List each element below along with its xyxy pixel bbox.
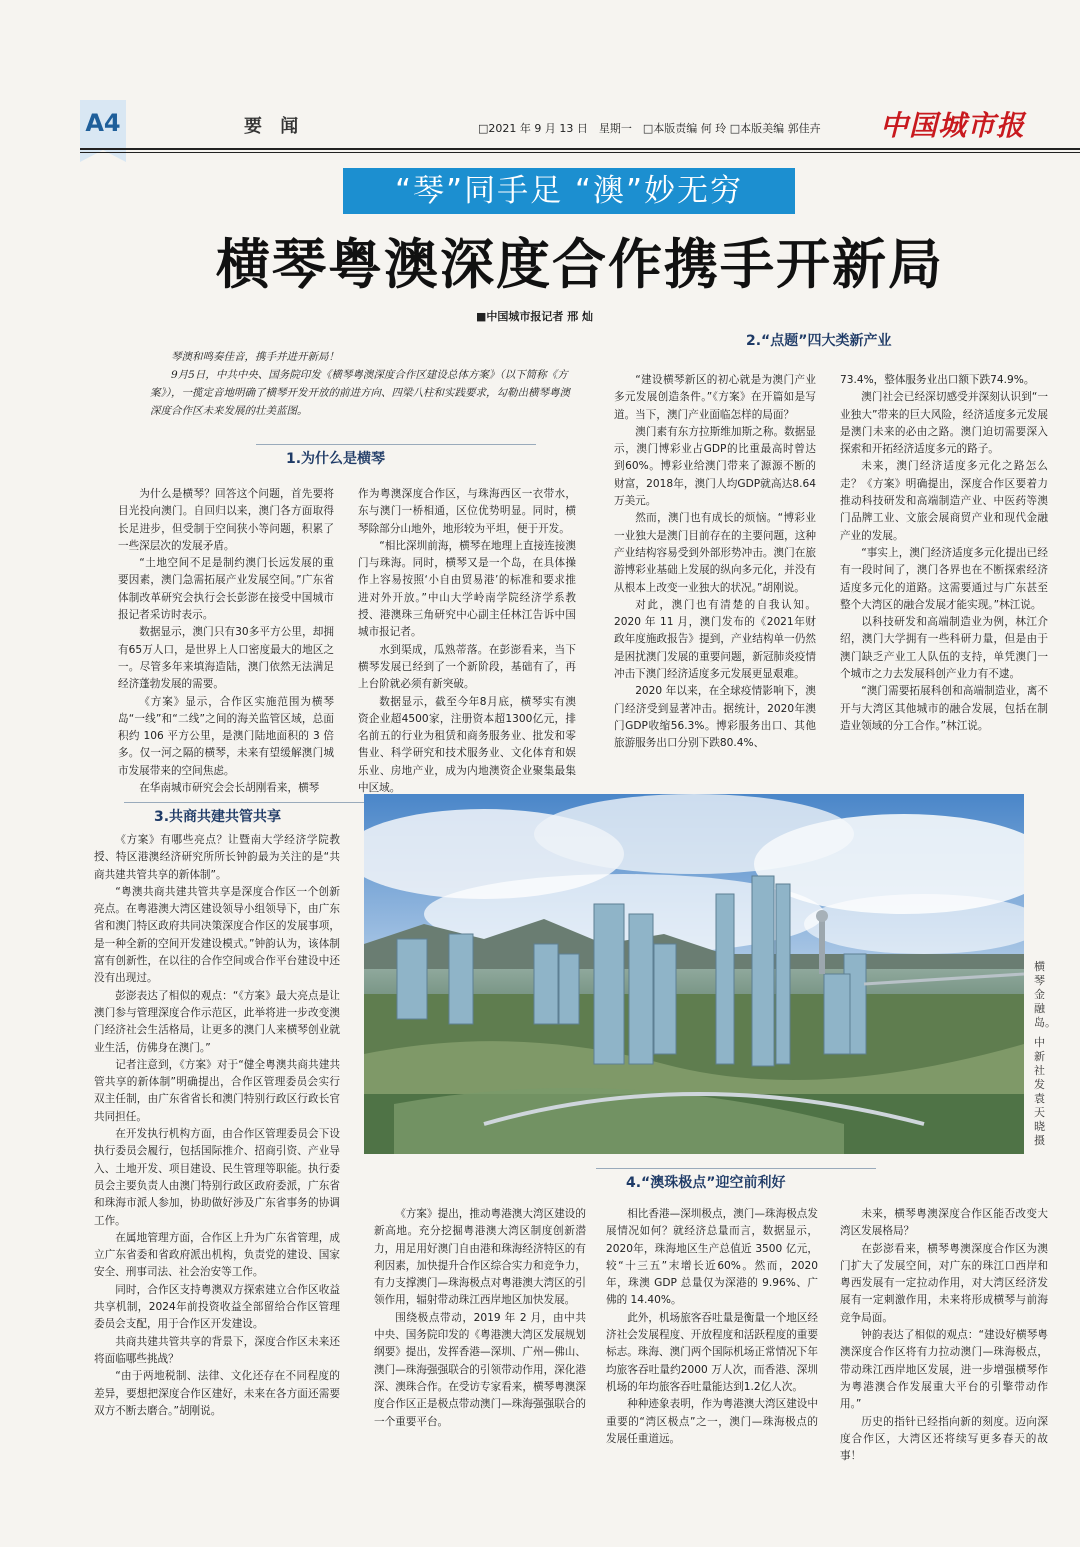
kicker-headline: “琴”同手足 “澳”妙无穷 (343, 168, 795, 214)
text-column-8 (840, 1206, 1048, 1465)
paragraph: 相比香港—深圳极点，澳门—珠海极点发展情况如何？就经济总量而言，数据显示，2020年，珠海地区生产总值近 3500 亿元，较“十三五”末增长近60%。然而，2020 年，珠澳 GDP 总量仅为深港的 9.96%、广佛的 14.40%。 (606, 1208, 818, 1307)
paragraph: 共商共建共管共享的背景下，深度合作区未来还将面临哪些挑战？ (94, 1335, 340, 1365)
hengqin-financial-island-photo (364, 794, 1024, 1154)
paragraph: 在华南城市研究会会长胡刚看来，横琴 (139, 782, 320, 795)
paragraph: 彭澎表达了相似的观点：“《方案》最大亮点是让澳门参与管理深度合作示范区，此举将进一步改变澳门经济社会生活格局，让更多的澳门人来横琴创业就业生活，仿佛身在澳门。” (94, 989, 340, 1054)
paragraph: 在属地管理方面，合作区上升为广东省管理，成立广东省委和省政府派出机构，负责党的建设、国家安全、刑事司法、社会治安等工作。 (94, 1231, 340, 1279)
subhead-4: 4.“澳珠极点”迎空前利好 (626, 1172, 785, 1192)
lead-paragraph (150, 348, 580, 420)
skyline-photo-icon (364, 794, 1024, 1154)
caption-credit: 中新社发 袁天晓摄 (1034, 1036, 1045, 1147)
paragraph: 为什么是横琴？回答这个问题，首先要将目光投向澳门。自回归以来，澳门各方面取得长足进步，但受制于空间狭小等问题，积累了一些深层次的发展矛盾。 (118, 488, 334, 552)
photo-caption (1034, 960, 1056, 1148)
paragraph: 钟韵表达了相似的观点：“建设好横琴粤澳深度合作区将有力拉动澳门—珠海极点，带动珠江西岸地区发展，进一步增强横琴作为粤港澳合作发展重大平台的引擎带动作用。” (840, 1329, 1048, 1411)
paragraph: 在彭澎看来，横琴粤澳深度合作区为澳门扩大了发展空间，对广东的珠江口西岸和粤西发展有一定拉动作用，对大湾区经济发展有一定刺激作用，未来将形成横琴与前海竞争局面。 (840, 1242, 1048, 1324)
text-column-3 (614, 372, 816, 753)
paragraph: 数据显示，澳门只有30多平方公里，却拥有65万人口，是世界上人口密度最大的地区之一。尽管多年来填海造陆，澳门依然无法满足经济蓬勃发展的需要。 (118, 626, 334, 691)
paragraph: 历史的指针已经指向新的刻度。迈向深度合作区，大湾区还将续写更多春天的故事！ (840, 1415, 1048, 1463)
subhead-2: 2.“点题”四大类新产业 (746, 333, 892, 349)
paragraph: 73.4%，整体服务业出口额下跌74.9%。 (840, 374, 1035, 386)
paragraph: 未来，澳门经济适度多元化之路怎么走？《方案》明确提出，深度合作区要着力推动科技研发和高端制造产业、中医药等澳门品牌工业、文旅会展商贸产业和现代金融产业的发展。 (840, 460, 1048, 542)
paragraph: “建设横琴新区的初心就是为澳门产业多元发展创造条件。”《方案》在开篇如是写道。当下，澳门产业面临怎样的局面？ (614, 374, 816, 421)
text-column-2 (358, 486, 576, 797)
main-headline: 横琴粤澳深度合作携手开新局 (216, 232, 944, 296)
paragraph: 同时，合作区支持粤澳双方探索建立合作区收益共享机制，2024年前投资收益全部留给合作区管理委员会支配，用于合作区开发建设。 (94, 1283, 340, 1331)
paragraph: 《方案》显示，合作区实施范围为横琴岛“一线”和“二线”之间的海关监管区域，总面积约 106 平方公里，是澳门陆地面积的 3 倍多。仅一河之隔的横琴，未来有望缓解澳门城市发展带来的空间焦虑。 (118, 695, 334, 777)
paragraph: “粤澳共商共建共管共享是深度合作区一个创新亮点。在粤港澳大湾区建设领导小组领导下，由广东省和澳门特区政府共同决策深度合作区的发展事项，是一种全新的空间开发建设模式。”钟韵认为，该体制富有创新性，在以往的合作空间或合作平台建设中还没有出现过。 (94, 885, 340, 985)
paragraph: 水到渠成，瓜熟蒂落。在彭澎看来，当下横琴发展已经到了一个新阶段，基础有了，再上台阶就必须有新突破。 (358, 643, 576, 691)
paragraph: 此外，机场旅客吞吐量是衡量一个地区经济社会发展程度、开放程度和活跃程度的重要标志。珠海、澳门两个国际机场正常情况下年均旅客吞吐量约2000 万人次，而香港、深圳机场的年均旅客吞吐量能达到1.2亿人次。 (606, 1311, 818, 1393)
paragraph: 种种迹象表明，作为粤港澳大湾区建设中重要的“湾区极点”之一，澳门—珠海极点的发展任重道远。 (606, 1398, 818, 1445)
text-column-7 (606, 1206, 818, 1448)
subhead-3: 3.共商共建共管共享 (154, 806, 281, 826)
caption-text: 横琴金融岛。 (1034, 960, 1056, 1029)
paragraph: 数据显示，截至今年8月底，横琴实有澳资企业超4500家，注册资本超1300亿元，排名前五的行业为租赁和商务服务业、批发和零售业、科学研究和技术服务业、文化体育和娱乐业、房地产业，成为内地澳资企业聚集最集中区域。 (358, 695, 576, 795)
paragraph: 2020 年以来，在全球疫情影响下，澳门经济受到显著冲击。据统计，2020年澳门GDP收缩56.3%。博彩服务出口、其他旅游服务出口分别下跌80.4%、 (614, 685, 816, 750)
paragraph: 澳门社会已经深切感受并深刻认识到“一业独大”带来的巨大风险，经济适度多元发展是澳门未来的必由之路。澳门迫切需要深入探索和开拓经济适度多元的路子。 (840, 391, 1048, 456)
paragraph: 《方案》提出，推动粤港澳大湾区建设的新高地。充分挖掘粤港澳大湾区制度创新潜力，用足用好澳门自由港和珠海经济特区的有利因素，加快提升合作区综合实力和竞争力，有力支撑澳门—珠海极点对粤港澳大湾区的引领作用，辐射带动珠江西岸地区加快发展。 (374, 1208, 586, 1307)
paragraph: 以科技研发和高端制造业为例，林江介绍，澳门大学拥有一些科研力量，但是由于澳门缺乏产业工人队伍的支持，单凭澳门一个城市之力去发展科创产业力有不逮。 (840, 616, 1048, 681)
paragraph: “由于两地税制、法律、文化还存在不同程度的差异，要想把深度合作区建好，未来在各方面还需要双方不断去磨合。”胡刚说。 (94, 1370, 340, 1417)
paragraph: 记者注意到，《方案》对于“健全粤澳共商共建共管共享的新体制”明确提出，合作区管理委员会实行双主任制，由广东省省长和澳门特别行政区行政长官共同担任。 (94, 1058, 340, 1123)
header-rule (80, 148, 1080, 150)
masthead-logo: 中国城市报 (880, 109, 1026, 142)
paragraph: 对此，澳门也有清楚的自我认知。2020 年 11 月，澳门发布的《2021年财政年度施政报告》提到，产业结构单一仍然是困扰澳门发展的重要问题，新冠肺炎疫情冲击下澳门经济适度多元发展更显艰难。 (614, 598, 816, 681)
text-column-1 (118, 486, 334, 797)
paragraph: “土地空间不足是制约澳门长远发展的重要因素，澳门急需拓展产业发展空间。”广东省体制改革研究会执行会长彭澎在接受中国城市报记者采访时表示。 (118, 557, 334, 622)
page-number: A4 (80, 100, 126, 150)
paragraph: 未来，横琴粤澳深度合作区能否改变大湾区发展格局？ (840, 1208, 1048, 1238)
section-label: 要 闻 (244, 116, 305, 137)
byline: ■中国城市报记者 邢 灿 (476, 310, 594, 323)
subhead-1: 1.为什么是横琴 (286, 448, 385, 468)
paragraph: 围绕极点带动，2019 年 2 月，由中共中央、国务院印发的《粤港澳大湾区发展规划纲要》提出，发挥香港—深圳、广州—佛山、澳门—珠海强强联合的引领带动作用，深化港深、澳珠合作。在受访专家看来，横琴粤澳深度合作区正是极点带动澳门—珠海强强联合的一个重要平台。 (374, 1311, 586, 1428)
header-rule-thin (80, 152, 1080, 153)
text-column-6 (374, 1206, 586, 1431)
text-column-5 (94, 832, 340, 1420)
lead-line: 琴澳和鸣奏佳音，携手并进开新局！ (171, 351, 339, 363)
dateline: □2021 年 9 月 13 日 星期一 □本版责编 何 玲 □本版美编 郭佳卉 (478, 122, 821, 135)
paragraph: 在开发执行机构方面，由合作区管理委员会下设执行委员会履行，包括国际推介、招商引资、产业导入、土地开发、项目建设、民生管理等职能。执行委员会主要负责人由澳门特别行政区政府委派，广东省和珠海市派人参加，协助做好涉及广东省事务的协调工作。 (94, 1128, 340, 1227)
paragraph: 作为粤澳深度合作区，与珠海西区一衣带水，东与澳门一桥相通，区位优势明显。同时，横琴除部分山地外，地形较为平坦，便于开发。 (358, 488, 576, 535)
paragraph: “相比深圳前海，横琴在地理上直接连接澳门与珠海。同时，横琴又是一个岛，在具体操作上容易按照‘小自由贸易港’的标准和要求推进对外开放。”中山大学岭南学院经济学系教授、港澳珠三角研究中心副主任林江告诉中国城市报记者。 (358, 539, 576, 639)
paragraph: 然而，澳门也有成长的烦恼。“博彩业一业独大是澳门目前存在的主要问题，这种产业结构容易受到外部形势冲击。澳门在旅游博彩业基础上发展的纵向多元化，并没有从根本上改变一业独大的状况。”胡刚说。 (614, 512, 816, 594)
lead-line: 9月5日，中共中央、国务院印发《横琴粤澳深度合作区建设总体方案》（以下简称《方案》），一揽定音地明确了横琴开发开放的前进方向、四梁八柱和实践要求，勾勒出横琴粤澳深度合作区未来发展的壮美蓝图。 (150, 369, 570, 417)
paragraph: “澳门需要拓展科创和高端制造业，离不开与大湾区其他城市的融合发展，包括在制造业领域的分工合作。”林江说。 (840, 685, 1048, 732)
paragraph: 澳门素有东方拉斯维加斯之称。数据显示，澳门博彩业占GDP的比重最高时曾达到60%。博彩业给澳门带来了源源不断的财富，2018年，澳门人均GDP就高达8.64万美元。 (614, 425, 816, 508)
paragraph: “事实上，澳门经济适度多元化提出已经有一段时间了，澳门各界也在不断探索经济适度多元化的道路。这需要通过与广东甚至整个大湾区的融合发展才能实现。”林江说。 (840, 546, 1048, 611)
text-column-4 (840, 372, 1048, 735)
paragraph: 《方案》有哪些亮点？让暨南大学经济学院教授、特区港澳经济研究所所长钟韵最为关注的是“共商共建共管共享的新体制”。 (94, 834, 340, 881)
